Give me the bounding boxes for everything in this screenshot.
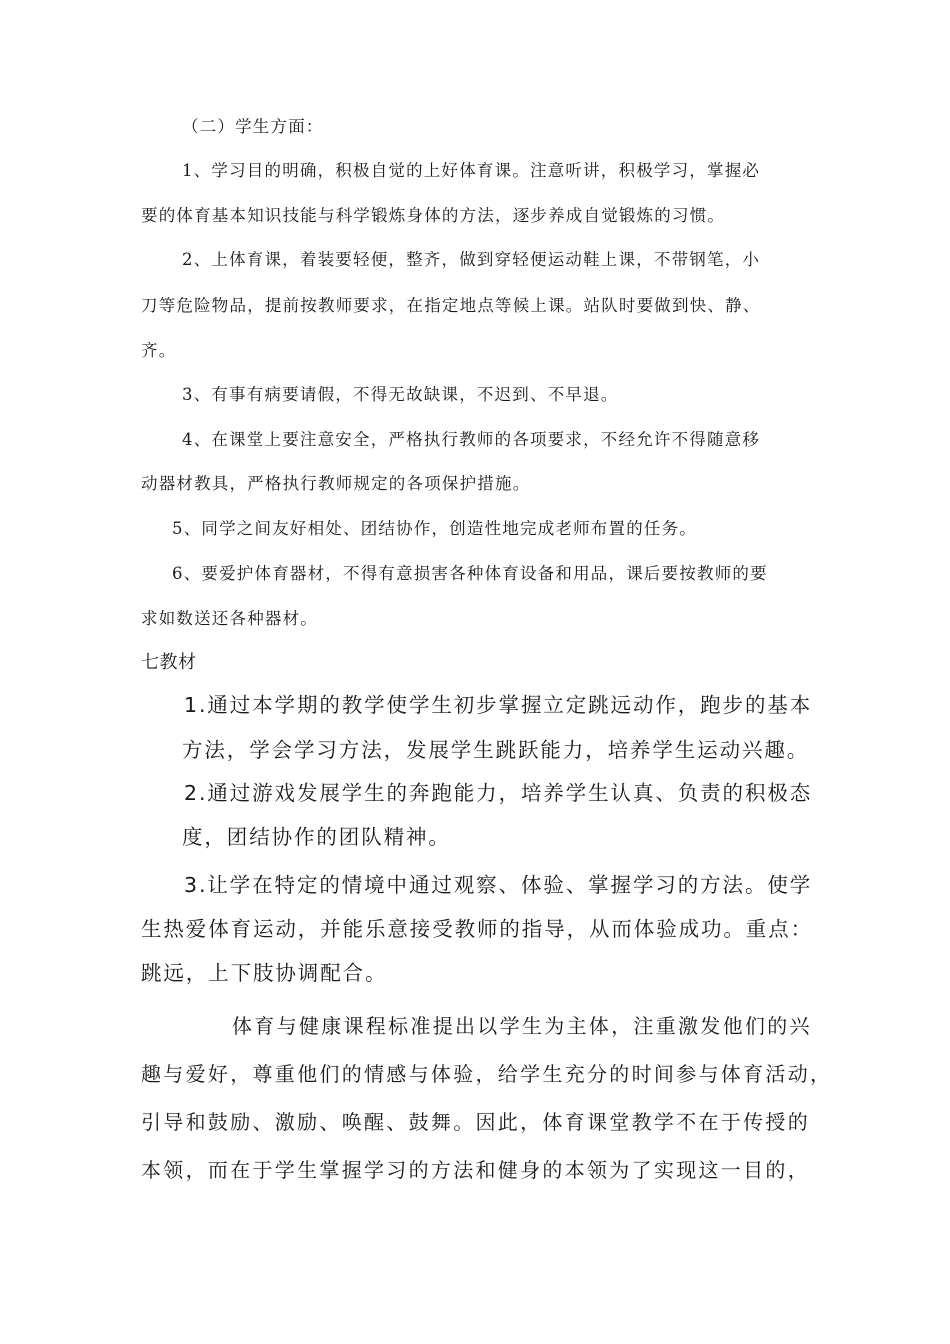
closing-line-1: 体育与健康课程标准提出以学生为主体，注重激发他们的兴 [232,1014,812,1038]
student-item-2-line-3: 齐。 [141,341,177,360]
student-item-6-line-1: 6、要爱护体育器材，不得有意损害各种体育设备和用品，课后要按教师的要 [172,564,768,583]
closing-line-4: 本领，而在于学生掌握学习的方法和健身的本领为了实现这一目的， [141,1158,810,1182]
student-item-5-line-1: 5、同学之间友好相处、团结协作，创造性地完成老师布置的任务。 [172,519,697,538]
closing-line-2: 趣与爱好，尊重他们的情感与体验，给学生充分的时间参与体育活动， [141,1062,833,1086]
student-item-2-line-2: 刀等危险物品，提前按教师要求，在指定地点等候上课。站队时要做到快、静、 [141,296,761,315]
student-item-4-line-1: 4、在课堂上要注意安全，严格执行教师的各项要求，不经允许不得随意移 [182,430,761,449]
material-item-3-line-3: 跳远，上下肢协调配合。 [141,961,388,985]
student-item-1-line-2: 要的体育基本知识技能与科学锻炼身体的方法，逐步养成自觉锻炼的习惯。 [141,206,726,225]
student-item-2-line-1: 2、上体育课，着装要轻便，整齐，做到穿轻便运动鞋上课，不带钢笔，小 [182,250,761,269]
material-item-1-line-1: 1.通过本学期的教学使学生初步掌握立定跳远动作，跑步的基本 [184,693,813,717]
material-item-3-line-1: 3.让学在特定的情境中通过观察、体验、掌握学习的方法。使学 [184,873,813,897]
student-item-4-line-2: 动器材教具，严格执行教师规定的各项保护措施。 [141,474,531,493]
material-item-3-line-2: 生热爱体育运动，并能乐意接受教师的指导，从而体验成功。重点： [141,917,813,941]
material-item-2-line-2: 度，团结协作的团队精神。 [182,825,451,849]
student-item-6-line-2: 求如数送还各种器材。 [141,609,318,628]
student-item-3-line-1: 3、有事有病要请假，不得无故缺课，不迟到、不早退。 [182,385,619,404]
students-heading: （二）学生方面： [182,117,324,136]
materials-heading: 七教材 [141,652,197,673]
closing-line-3: 引导和鼓励、激励、唤醒、鼓舞。因此，体育课堂教学不在于传授的 [141,1110,810,1134]
material-item-1-line-2: 方法，学会学习方法，发展学生跳跃能力，培养学生运动兴趣。 [182,738,810,762]
material-item-2-line-1: 2.通过游戏发展学生的奔跑能力，培养学生认真、负责的积极态 [184,781,813,805]
student-item-1-line-1: 1、学习目的明确，积极自觉的上好体育课。注意听讲，积极学习，掌握必 [182,161,761,180]
